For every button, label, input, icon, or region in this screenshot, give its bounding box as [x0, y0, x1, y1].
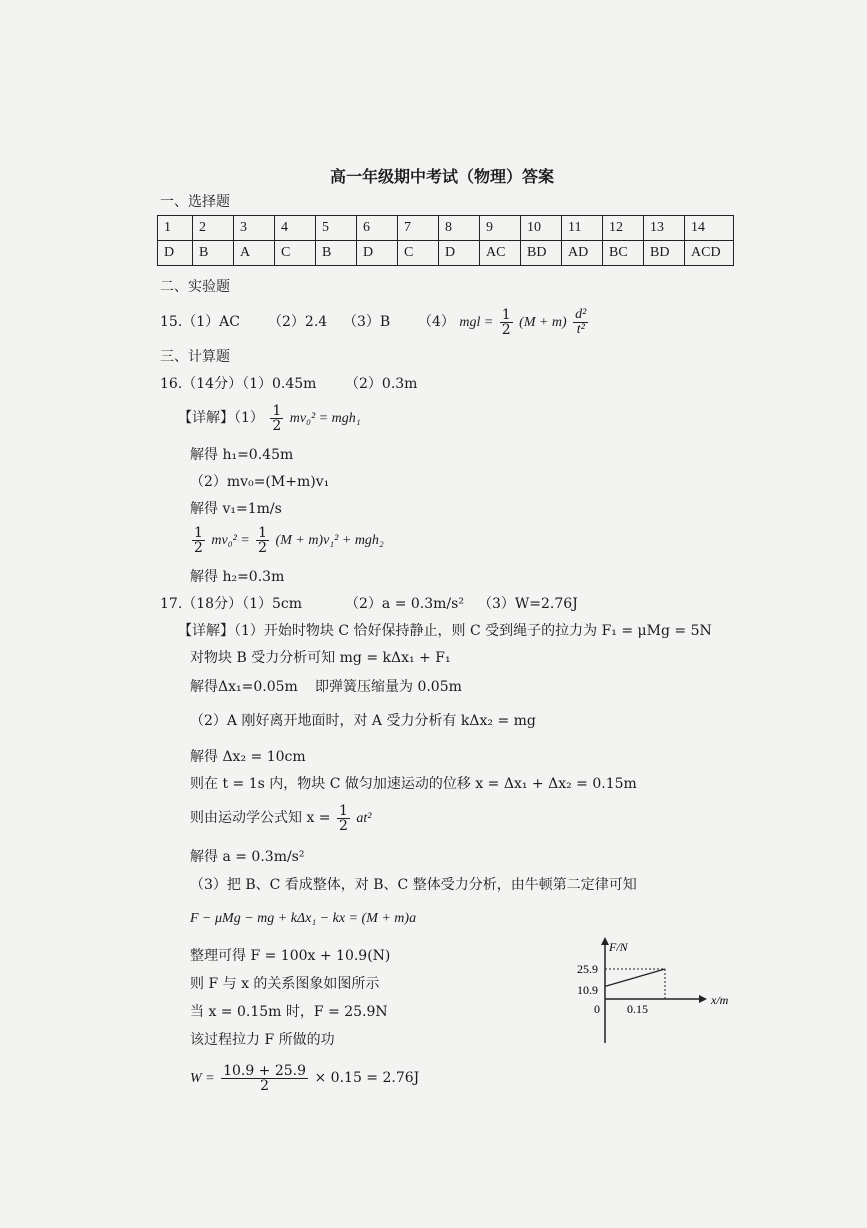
- y-tick-label-low: 10.9: [577, 983, 598, 997]
- q16-eq3-half1-den: 2: [194, 539, 203, 556]
- answer-cell: A: [234, 241, 275, 266]
- q17-line12: 则 F 与 x 的关系图象如图所示: [190, 976, 380, 992]
- question-number-cell: 11: [562, 216, 603, 241]
- q15-eq-lhs: mgl =: [459, 315, 494, 330]
- q17-line7-text: 则由运动学公式知 x =: [190, 810, 331, 826]
- q16-header-part2: （2）0.3m: [345, 376, 418, 392]
- q16-eq3-half1-num: 1: [194, 524, 203, 541]
- question-number-cell: 6: [357, 216, 398, 241]
- q16-eq1-half-den: 2: [272, 417, 282, 434]
- q17-line6: 则在 t = 1s 内，物块 C 做匀加速运动的位移 x = Δx₁ + Δx₂ = 0.15m: [190, 776, 637, 792]
- page-title: 高一年级期中考试（物理）答案: [330, 167, 555, 186]
- q17-line5: 解得 Δx₂ = 10cm: [190, 749, 306, 765]
- q16-eq3-half2: [256, 526, 269, 555]
- q16-eq1: [178, 400, 361, 437]
- q17-line13: 当 x = 0.15m 时，F = 25.9N: [190, 1004, 388, 1020]
- question-number-cell: 2: [193, 216, 234, 241]
- q15-half-den: 2: [501, 321, 511, 338]
- q16-eq1-rhs: mv₀² = mgh₁: [289, 411, 361, 426]
- q16-detail-label: 【详解】（1）: [178, 410, 264, 426]
- q17-line8: 解得 a = 0.3m/s²: [190, 849, 305, 865]
- q16-eq3-half2-num: 1: [258, 524, 268, 541]
- q17-header-part2: （2）a = 0.3m/s²: [345, 596, 464, 612]
- answer-cell: D: [158, 241, 193, 266]
- question-number-cell: 14: [685, 216, 734, 241]
- answer-cell: AD: [562, 241, 603, 266]
- question-number-cell: 8: [439, 216, 480, 241]
- q17-work-frac: [221, 1064, 308, 1093]
- section-choice: 一、选择题: [160, 194, 230, 210]
- answer-table-answer-row: [158, 241, 734, 266]
- q16-eq3-half2-den: 2: [258, 539, 268, 556]
- answer-cell: C: [398, 241, 439, 266]
- answer-cell: C: [275, 241, 316, 266]
- y-axis-arrow: [601, 937, 609, 945]
- q17-header-part3: （3）W=2.76J: [478, 596, 578, 612]
- y-axis-label: F/N: [609, 940, 628, 954]
- y-tick-label-high: 25.9: [577, 962, 598, 976]
- origin-tick-label: 0: [594, 1002, 600, 1016]
- q15-frac-den: t²: [576, 321, 585, 337]
- q17-line2: 对物块 B 受力分析可知 mg = kΔx₁ + F₁: [190, 650, 451, 666]
- question-number-cell: 9: [480, 216, 521, 241]
- q15-part4-label: （4）: [418, 314, 455, 330]
- q15-half-num: 1: [501, 306, 511, 323]
- q15-eq-mid: (M + m): [519, 315, 567, 330]
- answer-table: [157, 215, 734, 266]
- q15-part3: （3）B: [343, 314, 391, 330]
- q17-line1: 【详解】（1）开始时物块 C 恰好保持静止，则 C 受到绳子的拉力为 F₁ = μMg = 5N: [178, 623, 712, 639]
- answer-cell: B: [193, 241, 234, 266]
- q17-line14: 该过程拉力 F 所做的功: [190, 1032, 335, 1048]
- answer-cell: D: [439, 241, 480, 266]
- q16-header: 16.（14分）（1）0.45m: [160, 376, 317, 392]
- answer-cell: AC: [480, 241, 521, 266]
- q16-eq3-lhs: mv₀² =: [211, 533, 250, 548]
- q17-line7-den: 2: [338, 817, 348, 834]
- x-axis-arrow: [699, 995, 707, 1003]
- q15-part1: 15.（1）AC: [160, 314, 240, 330]
- q17-work-eq: [190, 1058, 419, 1099]
- q17-work-lhs: W =: [190, 1071, 215, 1086]
- q16-eq1-half-num: 1: [272, 402, 282, 419]
- question-number-cell: 5: [316, 216, 357, 241]
- q17-line4: （2）A 刚好离开地面时，对 A 受力分析有 kΔx₂ = mg: [190, 713, 536, 729]
- q16-result3: 解得 h₂=0.3m: [190, 569, 285, 585]
- x-axis-label: x/m: [711, 993, 729, 1007]
- q17-header: 17.（18分）（1）5cm: [160, 596, 303, 612]
- question-number-cell: 10: [521, 216, 562, 241]
- answer-cell: B: [316, 241, 357, 266]
- question-number-cell: 7: [398, 216, 439, 241]
- q16-result2: 解得 v₁=1m/s: [190, 501, 282, 517]
- q16-eq1-half: [270, 404, 283, 433]
- q16-eq3: [190, 522, 384, 559]
- q17-line7: [190, 800, 371, 837]
- x-tick-label: 0.15: [627, 1002, 648, 1016]
- q17-work-num: 10.9 + 25.9: [223, 1062, 307, 1079]
- q15-half: [500, 308, 513, 337]
- question-number-cell: 13: [644, 216, 685, 241]
- q17-line3b: 即弹簧压缩量为 0.05m: [315, 679, 462, 695]
- q17-line9: （3）把 B、C 看成整体，对 B、C 整体受力分析，由牛顿第二定律可知: [190, 877, 637, 893]
- section-experiment: 二、实验题: [160, 279, 230, 295]
- question-number-cell: 12: [603, 216, 644, 241]
- q17-line3: 解得Δx₁=0.05m: [190, 679, 298, 695]
- answer-cell: D: [357, 241, 398, 266]
- q15-part4: [418, 304, 590, 341]
- f-x-graph: [565, 935, 730, 1050]
- section-calc: 三、计算题: [160, 349, 230, 365]
- q17-line7-tail: at²: [356, 811, 372, 826]
- q16-result1: 解得 h₁=0.45m: [190, 447, 294, 463]
- q15-frac: [573, 308, 588, 337]
- question-number-cell: 1: [158, 216, 193, 241]
- q16-eq3-half1: [192, 526, 205, 555]
- q15-frac-num: d²: [575, 306, 587, 322]
- q17-line11: 整理可得 F = 100x + 10.9(N): [190, 948, 391, 964]
- question-number-cell: 4: [275, 216, 316, 241]
- q17-line10: F − μMg − mg + kΔx₁ − kx = (M + m)a: [190, 911, 417, 926]
- f-x-line: [605, 969, 665, 986]
- answer-table-number-row: [158, 216, 734, 241]
- answer-cell: BD: [644, 241, 685, 266]
- answer-cell: BD: [521, 241, 562, 266]
- question-number-cell: 3: [234, 216, 275, 241]
- q17-line7-frac: [337, 804, 350, 833]
- q16-eq3-rhs: (M + m)v₁² + mgh₂: [275, 533, 384, 548]
- q16-eq2: （2）mv₀=(M+m)v₁: [190, 474, 330, 490]
- q17-work-den: 2: [260, 1077, 270, 1094]
- q15-part2: （2）2.4: [268, 314, 328, 330]
- answer-cell: BC: [603, 241, 644, 266]
- q17-work-rhs: × 0.15 = 2.76J: [314, 1070, 420, 1086]
- answer-cell: ACD: [685, 241, 734, 266]
- q17-line7-num: 1: [338, 802, 348, 819]
